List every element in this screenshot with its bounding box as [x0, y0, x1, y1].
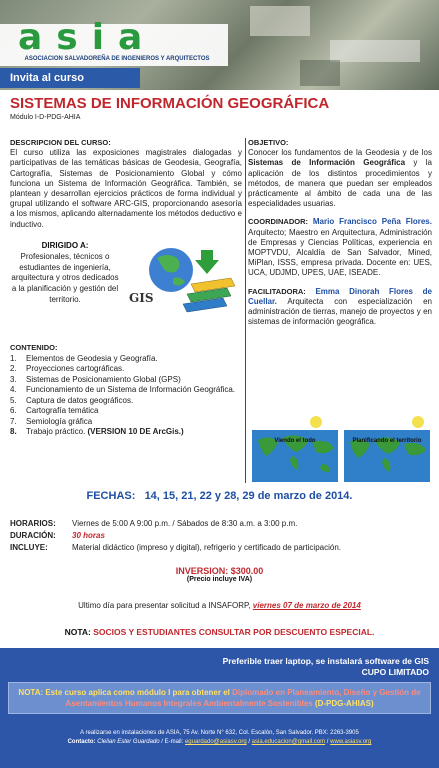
inversion-value: $300.00 [230, 566, 264, 576]
modulo-code: Módulo I-D-PDG-AHIA [10, 114, 81, 121]
dirigido-heading: DIRIGIDO A: [41, 241, 89, 250]
world-maps [252, 412, 430, 482]
right-column [248, 138, 432, 327]
coordinador-name: Mario Francisco Peña Flores. [312, 217, 432, 227]
coordinador-block [248, 217, 432, 278]
aerial-photo [300, 60, 340, 86]
sun-icon [412, 416, 424, 428]
ultimo-date: viernes 07 de marzo de 2014 [252, 601, 361, 610]
coordinador-text: Arquitecto; Maestro en Arquitectura, Administración de Empresas y Ciencias Políticas, experiencia en MOPTVDU, Alcaldía de San Salvador, Mined, MiPlan, ISSS, empresa privada. Docente en: UES, UCA, UDJMD, UPES, UAE, ISEADE. [248, 227, 432, 278]
aerial-photo [330, 40, 420, 62]
nota-diplomado: NOTA: Este curso aplica como módulo I para obtener el Diplomado en Planeamiento, Diseño y Gestión de Asentamientos Humanos Integrales Ambientalmente Sostenibles (D-PDG-AHIAS) [8, 682, 431, 714]
dirigido-text: Profesionales, técnicos o estudiantes de ingeniería, arquitectura y otros dedicados a la planificación y gestión del territorio. [11, 251, 119, 304]
contenido-item: 1. Elementos de Geodesia y Geografía. [10, 353, 158, 363]
fechas-line [0, 490, 439, 502]
contenido-list [10, 354, 242, 438]
contenido-item: 4. Funcionamiento de un Sistema de Información Geográfica. [10, 385, 236, 394]
facilitadora-name: Emma Dinorah Flores de Cuellar. [248, 286, 432, 306]
descripcion-heading: DESCRIPCION DEL CURSO: [10, 138, 111, 147]
contact-name: Clelian Ester Guardado [97, 739, 160, 745]
contenido-section [10, 343, 242, 438]
coordinador-heading: COORDINADOR: [248, 217, 308, 227]
laptop-notice: Preferible traer laptop, se instalará software de GIS CUPO LIMITADO [222, 656, 429, 677]
address-block: A realizarse en instalaciones de ASIA, 75 Av. Norte N° 632, Col. Escalón, San Salvador. PBX: 2263-3905 Contacto: Clelian Ester Guardado / E-mail: eguardado@asiasv.org / asia.educacion@gmail.com / www.asiasv.org [0, 729, 439, 747]
fechas-label: FECHAS: [86, 490, 136, 502]
facilitadora-block [248, 287, 432, 328]
email-link-2[interactable]: asia.educacion@gmail.com [251, 739, 326, 745]
contenido-item: 5. Captura de datos geográficos. [10, 395, 134, 405]
map-left-label: Viendo el todo [274, 438, 316, 444]
horarios-section [10, 518, 430, 554]
nota-descuento: NOTA: SOCIOS Y ESTUDIANTES CONSULTAR POR DESCUENTO ESPECIAL. [64, 627, 375, 637]
inversion-section [0, 566, 439, 583]
invita-banner: Invita al curso [0, 68, 140, 88]
contenido-item: 7. Semiología gráfica [10, 416, 93, 426]
email-link-1[interactable]: eguardado@asiasv.org [184, 739, 247, 745]
dirigido-section [10, 241, 120, 306]
facilitadora-heading: FACILITADORA: [248, 286, 306, 296]
world-map-right [344, 412, 430, 482]
inversion-label: INVERSION: [175, 566, 229, 576]
column-divider [245, 138, 246, 483]
logo-subtitle: ASOCIACION SALVADOREÑA DE INGENIEROS Y ARQUITECTOS [24, 56, 210, 62]
fechas-value: 14, 15, 21, 22 y 28, 29 de marzo de 2014. [144, 490, 353, 502]
horario-row: INCLUYE: Material didáctico (impreso y digital), refrigerio y certificado de participación. [10, 543, 341, 552]
facilitadora-text: Arquitecta con especialización en administración de tierras, manejo de proyectos y en sistemas de información geográfica. [248, 296, 432, 327]
ultimo-dia: Ultimo día para presentar solicitud a INSAFORP, viernes 07 de marzo de 2014 [78, 601, 361, 610]
map-right-label: Planificando el territorio [352, 438, 422, 444]
gis-illustration [127, 244, 239, 322]
header-banner [0, 0, 439, 90]
horario-row: DURACIÓN: 30 horas [10, 531, 105, 540]
horario-row: HORARIOS: Viernes de 5:00 A 9:00 p.m. / Sábados de 8:30 a.m. a 3:00 p.m. [10, 519, 298, 528]
contenido-item: 2. Proyecciones cartográficas. [10, 364, 125, 373]
descripcion-text: El curso utiliza las exposiciones magistrales dialogadas y participativas de las temáticas básicas de Geodesia, Geografía, Cartografía, Sistemas de Posicionamiento Global y cómo funciona un Sistema de Información Geográfica. También, se plantean y desarrollan ejercicios prácticos de forma individual y grupal utilizando el software ARC-GIS, proporcionando asesoría a los mismos, aplicando alternadamente los métodos deductivo e inductivo. [10, 148, 242, 229]
gis-label: GIS [129, 291, 154, 305]
descripcion-section [10, 138, 242, 230]
asia-logo: asia [18, 17, 157, 58]
contenido-item: 6. Cartografía temática [10, 406, 99, 415]
aerial-photo [250, 6, 310, 36]
page-title: SISTEMAS DE INFORMACIÓN GEOGRÁFICA [10, 95, 330, 112]
website-link[interactable]: www.asiasv.org [330, 739, 372, 745]
objetivo-heading: OBJETIVO: [248, 138, 289, 147]
inversion-sub: (Precio incluye IVA) [186, 576, 253, 583]
contenido-item: 3. Sistemas de Posicionamiento Global (GPS) [10, 374, 181, 384]
contenido-item: 8. Trabajo práctico. (VERSION 10 DE ArcGis.) [10, 427, 184, 436]
objetivo-text: Conocer los fundamentos de la Geodesia y de los Sistemas de Información Geográfica y la aplicación de los distintos procedimientos y métodos, de manera que puedan ser empleados prácticamente al ámbito de cada una de las especialidades usuarias. [248, 148, 432, 209]
contenido-heading: CONTENIDO: [10, 343, 58, 352]
sun-icon [310, 416, 322, 428]
address-line: A realizarse en instalaciones de ASIA, 75 Av. Norte N° 632, Col. Escalón, San Salvador. PBX: 2263-3905 [80, 730, 359, 736]
world-map-left [252, 412, 338, 482]
